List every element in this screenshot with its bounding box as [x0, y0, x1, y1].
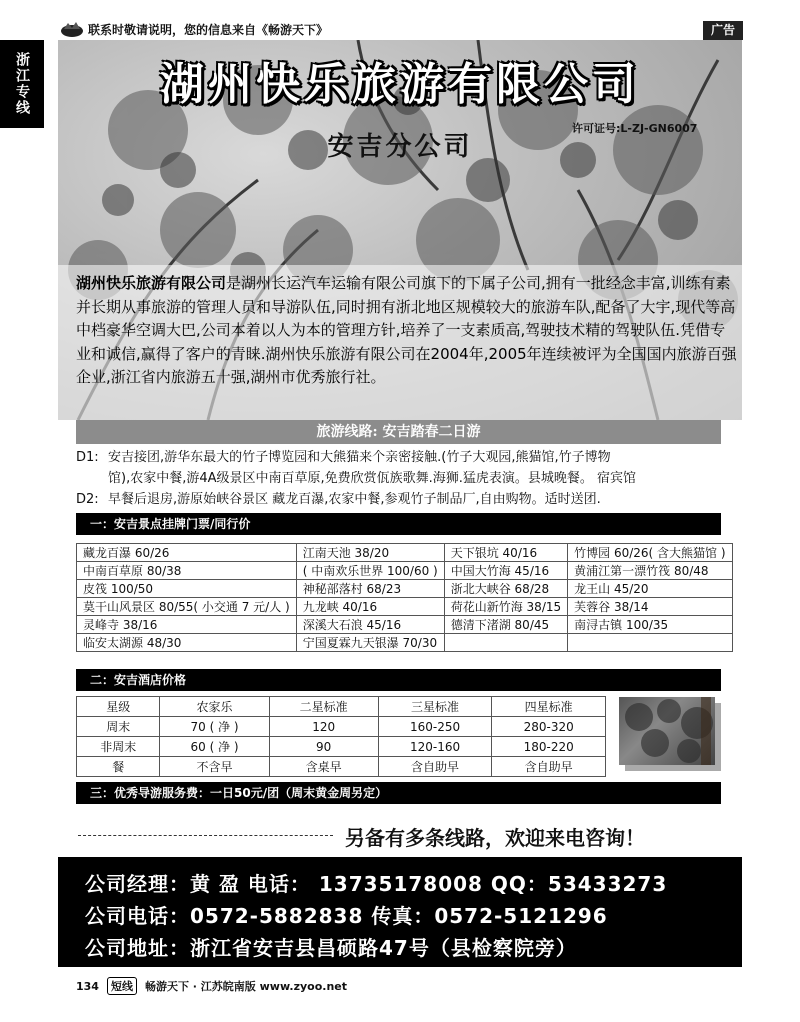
ticket-cell	[444, 634, 567, 652]
hotel-cell: 周末	[77, 717, 160, 737]
table-row	[77, 616, 733, 634]
dashed-divider	[78, 835, 333, 836]
ticket-cell: 九龙峡 40/16	[296, 598, 444, 616]
ticket-cell: 竹博园 60/26( 含大熊猫馆 )	[568, 544, 732, 562]
intro-text: 是湖州长运汽车运输有限公司旗下的下属子公司,拥有一批经念丰富,训练有素并长期从事旅游的管理人员和导游队伍,同时拥有浙北地区规模较大的旅游车队,配备了大宇,现代等高中档豪华空调大巴,公司本着以人为本的管理方针,培养了一支素质高,驾驶技术精的驾驶队伍.凭借专业和诚信,赢得了客户的青睐.湖州快乐旅游有限公司在2004年,2005年连续被评为全国国内旅游百强企业,浙江省内旅游五十强,湖州市优秀旅行社。	[76, 274, 737, 386]
hotel-cell: 180-220	[492, 737, 606, 757]
intro-company-name: 湖州快乐旅游有限公司	[76, 274, 227, 292]
ad-badge: 广告	[703, 21, 743, 40]
day1-line1: 安吉接团,游华东最大的竹子博览园和大熊猫来个亲密接触.(竹子大观园,熊猫馆,竹子博物	[108, 450, 611, 465]
magazine-logo-icon	[60, 20, 84, 38]
license-number: 许可证号:L-ZJ-GN6007	[572, 122, 698, 135]
more-routes-slogan: 另备有多条线路，欢迎来电咨询！	[345, 826, 645, 850]
section-tag: 短线	[107, 977, 137, 995]
hotel-cell: 四星标准	[492, 697, 606, 717]
company-phone-fax: 公司电话：0572-5882838 传真：0572-5121296	[85, 904, 608, 928]
hotel-cell: 120	[269, 717, 378, 737]
ticket-cell: 浙北大峡谷 68/28	[444, 580, 567, 598]
ticket-cell: 龙王山 45/20	[568, 580, 732, 598]
section-side-tab: 浙江专线	[0, 40, 44, 128]
ticket-cell	[568, 634, 732, 652]
hotel-cell: 160-250	[378, 717, 492, 737]
ticket-cell: 德清下渚湖 80/45	[444, 616, 567, 634]
table-row	[77, 562, 733, 580]
hotel-photo	[619, 697, 715, 765]
ticket-cell: 南浔古镇 100/35	[568, 616, 732, 634]
hotel-cell: 三星标准	[378, 697, 492, 717]
ticket-cell: 皮筏 100/50	[77, 580, 297, 598]
ticket-cell: 江南天池 38/20	[296, 544, 444, 562]
hotel-cell: 含自助早	[492, 757, 606, 777]
ticket-cell: 中南百草原 80/38	[77, 562, 297, 580]
ticket-cell: 深溪大石浪 45/16	[296, 616, 444, 634]
hotel-price-table	[76, 696, 606, 777]
ticket-cell: 临安太湖源 48/30	[77, 634, 297, 652]
day2-label: D2:	[76, 492, 99, 507]
hotel-cell: 120-160	[378, 737, 492, 757]
company-intro	[76, 272, 738, 390]
tickets-section-bar: 一：安吉景点挂牌门票/同行价	[76, 513, 721, 535]
hotel-header-row	[77, 697, 606, 717]
hotel-cell: 餐	[77, 757, 160, 777]
source-notice: 联系时敬请说明，您的信息来自《畅游天下》	[88, 23, 329, 37]
page-footer	[76, 977, 347, 995]
day2-line1: 早餐后退房,游原始峡谷景区 藏龙百瀑,农家中餐,参观竹子制品厂,自由购物。适时送团.	[108, 492, 601, 507]
hotel-cell: 农家乐	[160, 697, 269, 717]
ticket-cell: 黄浦江第一漂竹筏 80/48	[568, 562, 732, 580]
ticket-cell: 宁国夏霖九天银瀑 70/30	[296, 634, 444, 652]
company-title: 湖州快乐旅游有限公司	[160, 59, 640, 110]
hotel-cell: 二星标准	[269, 697, 378, 717]
table-row	[77, 634, 733, 652]
hotel-cell: 非周末	[77, 737, 160, 757]
table-row	[77, 717, 606, 737]
page-number: 134	[76, 979, 99, 993]
hotel-cell: 星级	[77, 697, 160, 717]
hotel-cell: 含自助早	[378, 757, 492, 777]
table-row	[77, 580, 733, 598]
guide-fee-bar: 三：优秀导游服务费：一日50元/团（周末黄金周另定）	[76, 782, 721, 804]
company-address: 公司地址：浙江省安吉县昌硕路47号（县检察院旁）	[85, 936, 577, 960]
ticket-cell: 荷花山新竹海 38/15	[444, 598, 567, 616]
hotel-cell: 60 ( 净 )	[160, 737, 269, 757]
ticket-cell: 灵峰寺 38/16	[77, 616, 297, 634]
day1-line2: 馆),农家中餐,游4A级景区中南百草原,免费欣赏佤族歌舞.海狮.猛虎表演。县城晚餐。 宿宾馆	[108, 471, 637, 486]
table-row	[77, 598, 733, 616]
hotel-cell: 含桌早	[269, 757, 378, 777]
hotel-cell: 70 ( 净 )	[160, 717, 269, 737]
route-itinerary	[76, 447, 746, 510]
magazine-credit: 畅游天下 · 江苏皖南版 www.zyoo.net	[144, 980, 348, 993]
branch-name: 安吉分公司	[327, 132, 473, 162]
tickets-table	[76, 543, 733, 652]
ticket-cell: 藏龙百瀑 60/26	[77, 544, 297, 562]
ticket-cell: ( 中南欢乐世界 100/60 )	[296, 562, 444, 580]
ticket-cell: 中国大竹海 45/16	[444, 562, 567, 580]
ticket-cell: 神秘部落村 68/23	[296, 580, 444, 598]
table-row	[77, 737, 606, 757]
route-title-bar: 旅游线路: 安吉踏春二日游	[76, 420, 721, 444]
hotel-cell: 不含早	[160, 757, 269, 777]
table-row	[77, 544, 733, 562]
day1-label: D1:	[76, 450, 99, 465]
hotel-cell: 90	[269, 737, 378, 757]
ticket-cell: 芙蓉谷 38/14	[568, 598, 732, 616]
table-row	[77, 757, 606, 777]
hotel-cell: 280-320	[492, 717, 606, 737]
manager-contact: 公司经理：黄 盈 电话： 13735178008 QQ：53433273	[85, 872, 668, 896]
ticket-cell: 莫干山风景区 80/55( 小交通 7 元/人 )	[77, 598, 297, 616]
ticket-cell: 天下银坑 40/16	[444, 544, 567, 562]
hotel-section-bar: 二：安吉酒店价格	[76, 669, 721, 691]
